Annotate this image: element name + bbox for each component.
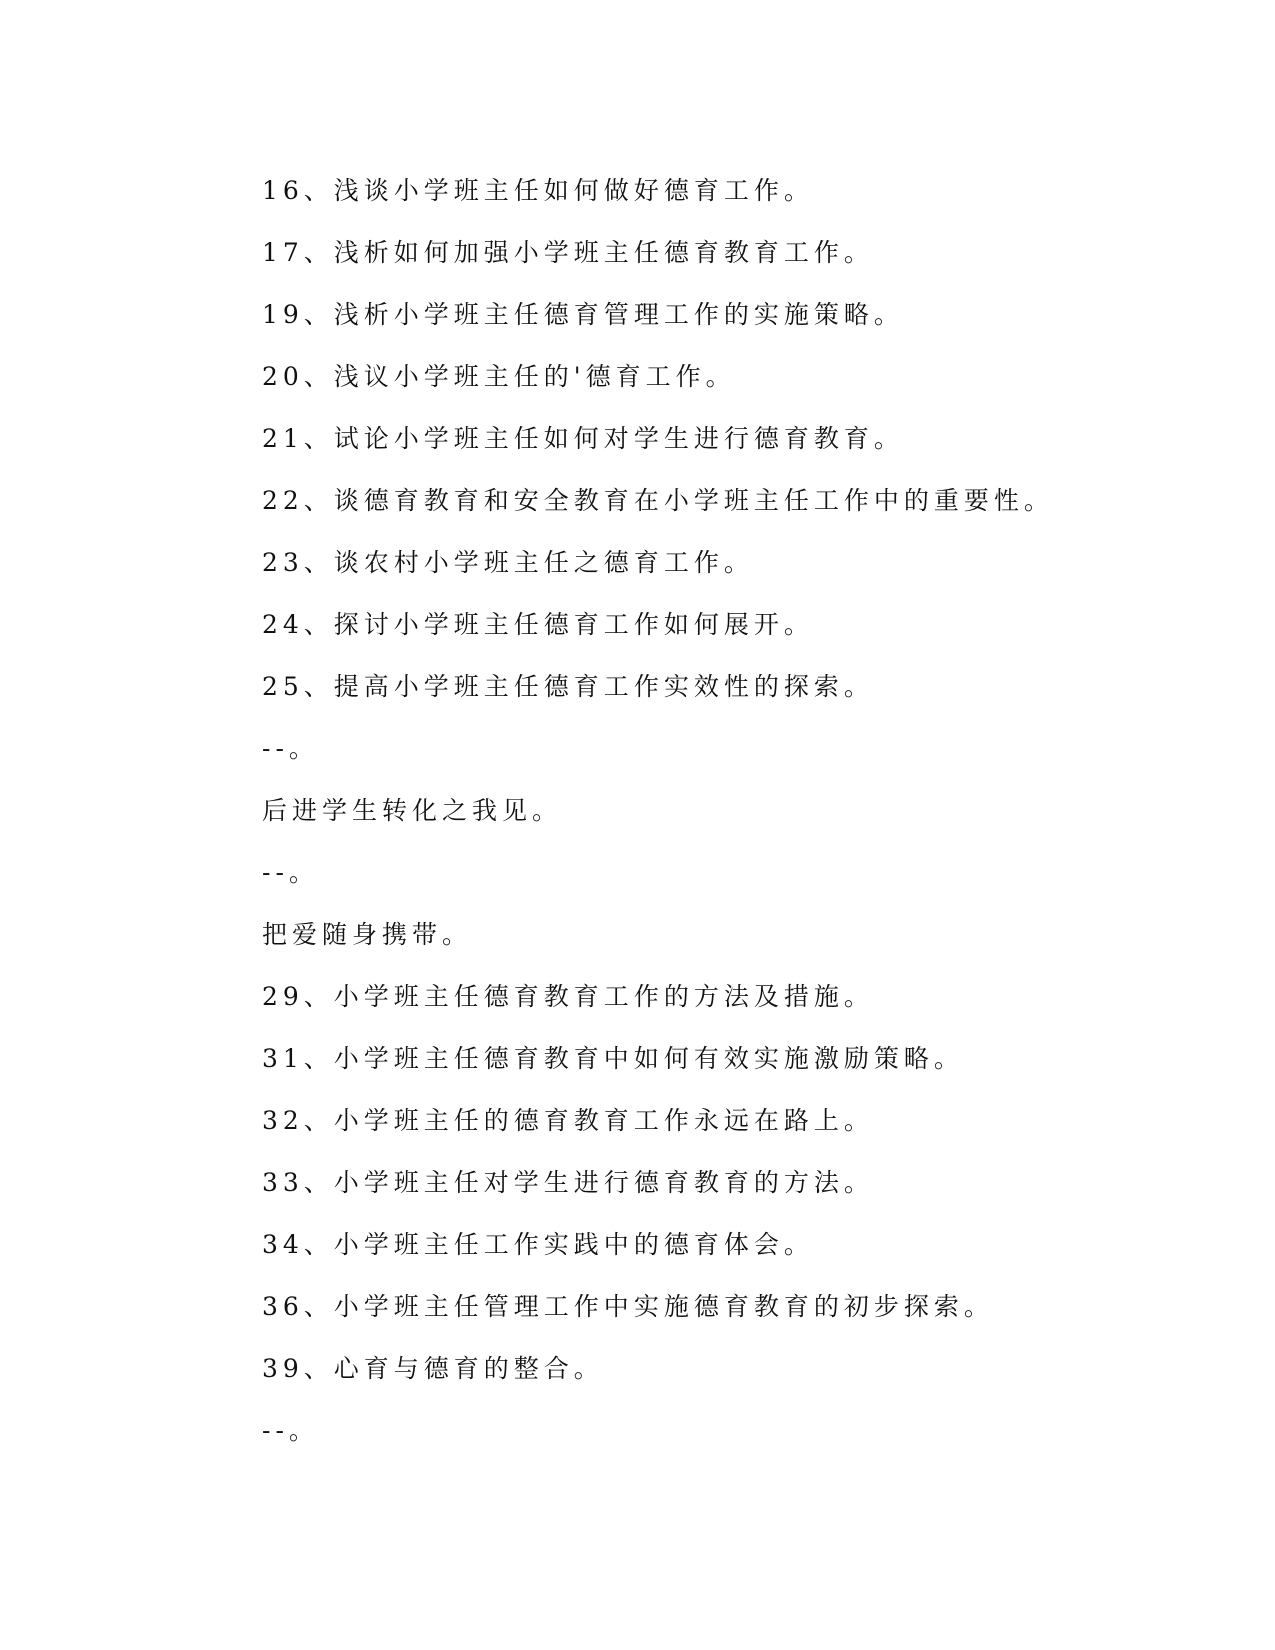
list-item: 29、小学班主任德育教育工作的方法及措施。	[262, 982, 874, 1011]
list-item: 17、浅析如何加强小学班主任德育教育工作。	[262, 238, 874, 267]
document-body	[262, 160, 1162, 1462]
list-item: 32、小学班主任的德育教育工作永远在路上。	[262, 1106, 874, 1135]
list-item: 24、探讨小学班主任德育工作如何展开。	[262, 610, 814, 639]
list-item: 16、浅谈小学班主任如何做好德育工作。	[262, 176, 814, 205]
list-item: 19、浅析小学班主任德育管理工作的实施策略。	[262, 300, 904, 329]
section-heading: 后进学生转化之我见。	[262, 796, 563, 825]
list-item: 31、小学班主任德育教育中如何有效实施激励策略。	[262, 1044, 964, 1073]
list-item: 25、提高小学班主任德育工作实效性的探索。	[262, 672, 874, 701]
separator-line: --。	[262, 1416, 319, 1445]
separator-line: --。	[262, 858, 319, 887]
section-heading: 把爱随身携带。	[262, 920, 473, 949]
list-item: 22、谈德育教育和安全教育在小学班主任工作中的重要性。	[262, 486, 1054, 515]
list-item: 21、试论小学班主任如何对学生进行德育教育。	[262, 424, 904, 453]
list-item: 33、小学班主任对学生进行德育教育的方法。	[262, 1168, 874, 1197]
list-item: 20、浅议小学班主任的'德育工作。	[262, 362, 736, 391]
list-item: 39、心育与德育的整合。	[262, 1354, 604, 1383]
separator-line: --。	[262, 734, 319, 763]
list-item: 23、谈农村小学班主任之德育工作。	[262, 548, 754, 577]
list-item: 34、小学班主任工作实践中的德育体会。	[262, 1230, 814, 1259]
list-item: 36、小学班主任管理工作中实施德育教育的初步探索。	[262, 1292, 994, 1321]
